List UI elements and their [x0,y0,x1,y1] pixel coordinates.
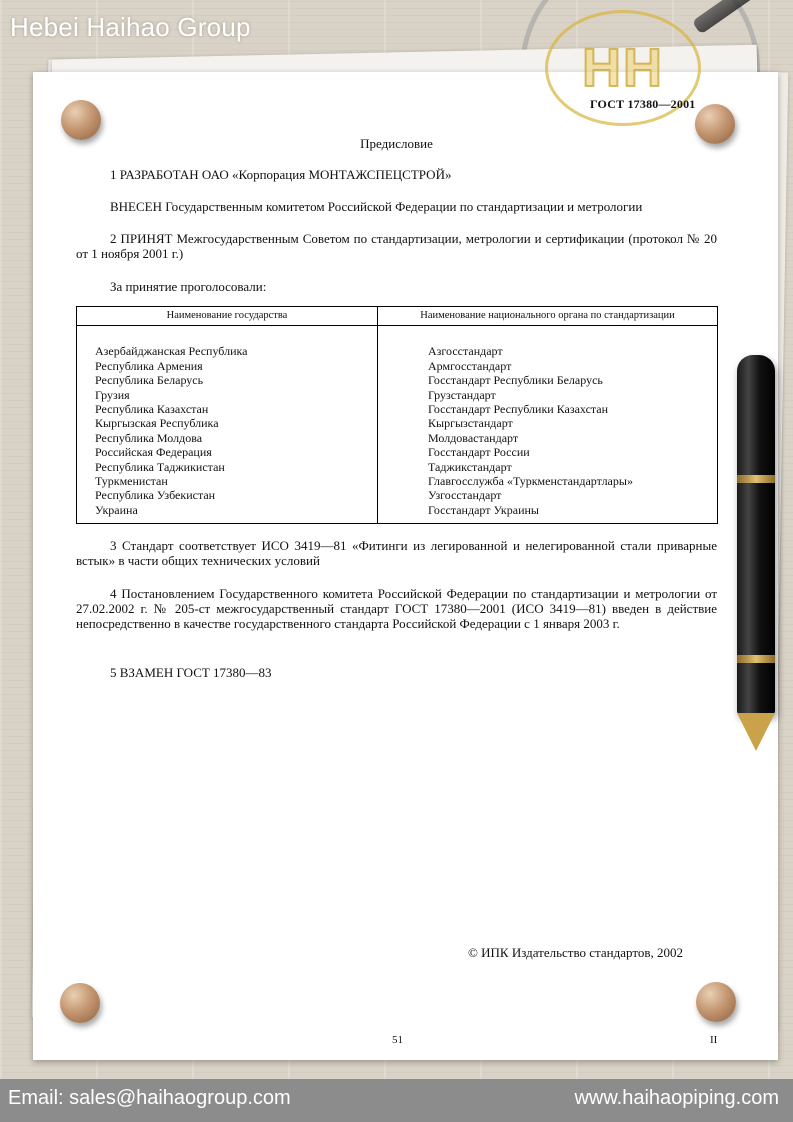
list-item: Кыргызстандарт [428,416,513,431]
bodies-cell [378,326,718,524]
list-item: Узгосстандарт [428,488,502,503]
footer-email[interactable]: Email: sales@haihaogroup.com [8,1087,291,1109]
list-item: Главгосслужба «Туркменстандартлары» [428,474,633,489]
page-title: Предисловие [360,136,433,151]
pen-band [737,475,775,483]
table-row [77,326,718,524]
logo-lettering: HH [582,38,664,98]
paragraph-adopted: 2 ПРИНЯТ Межгосударственным Советом по стандартизации, метрологии и сертификации (протокол № 20 от 1 ноября 2001 г.) [76,231,717,261]
list-item: Республика Армения [95,358,203,373]
page-number: 51 [392,1034,403,1046]
pin-bottom-right [696,982,736,1022]
paragraph-introduced: ВНЕСЕН Государственным комитетом Российской Федерации по стандартизации и метрологии [110,199,643,214]
states-list [77,344,377,517]
column-header-state: Наименование государства [77,307,378,326]
list-item: Украина [95,502,138,517]
paragraph-developed: 1 РАЗРАБОТАН ОАО «Корпорация МОНТАЖСПЕЦСТРОЙ» [110,167,452,182]
list-item: Республика Казахстан [95,402,209,417]
roman-page-number: II [710,1034,718,1046]
paragraph-iso-compliance: 3 Стандарт соответствует ИСО 3419—81 «Фитинги из легированной и нелегированной стали приварные встык» в части общих технических условий [76,538,717,568]
bodies-list [378,344,717,517]
states-table [76,306,718,524]
list-item: Госстандарт Украины [428,502,539,517]
list-item: Госстандарт Республики Казахстан [428,402,609,417]
pin-top-left [61,100,101,140]
table-header-row [77,307,718,326]
list-item: Республика Молдова [95,430,203,445]
column-header-body: Наименование национального органа по стандартизации [378,307,718,326]
list-item: Таджикстандарт [428,459,512,474]
document-code: ГОСТ 17380—2001 [590,97,696,111]
list-item: Армгосстандарт [428,358,512,373]
copyright-notice: © ИПК Издательство стандартов, 2002 [468,945,683,960]
list-item: Республика Узбекистан [95,488,216,503]
paragraph-voted: За принятие проголосовали: [110,279,267,294]
paragraph-replaces: 5 ВЗАМЕН ГОСТ 17380—83 [110,665,272,680]
list-item: Азгосстандарт [428,344,503,359]
list-item: Молдовастандарт [428,430,519,445]
list-item: Азербайджанская Республика [95,344,248,359]
pen-band-lower [737,655,775,663]
footer-bar [0,1079,793,1122]
list-item: Грузстандарт [428,387,496,402]
states-cell [77,326,378,524]
brand-title: Hebei Haihao Group [10,12,251,42]
list-item: Госстандарт Республики Беларусь [428,373,603,388]
paragraph-decree: 4 Постановлением Государственного комитета Российской Федерации по стандартизации и метрологии от 27.02.2002 г. № 205-ст межгосударственный стандарт ГОСТ 17380—2001 (ИСО 3419—81) введен в действие непосредственно в качестве государственного стандарта Российской Федерации с 1 января 2003 г. [76,586,717,631]
list-item: Российская Федерация [95,445,212,460]
pin-bottom-left [60,983,100,1023]
list-item: Кыргызская Республика [95,416,219,431]
footer-website[interactable]: www.haihaopiping.com [574,1087,779,1109]
list-item: Госстандарт России [428,445,530,460]
list-item: Республика Таджикистан [95,459,225,474]
list-item: Грузия [95,387,130,402]
list-item: Республика Беларусь [95,373,204,388]
list-item: Туркменистан [95,474,168,489]
fountain-pen-decoration [737,355,775,715]
pen-nib-decoration [737,713,775,751]
